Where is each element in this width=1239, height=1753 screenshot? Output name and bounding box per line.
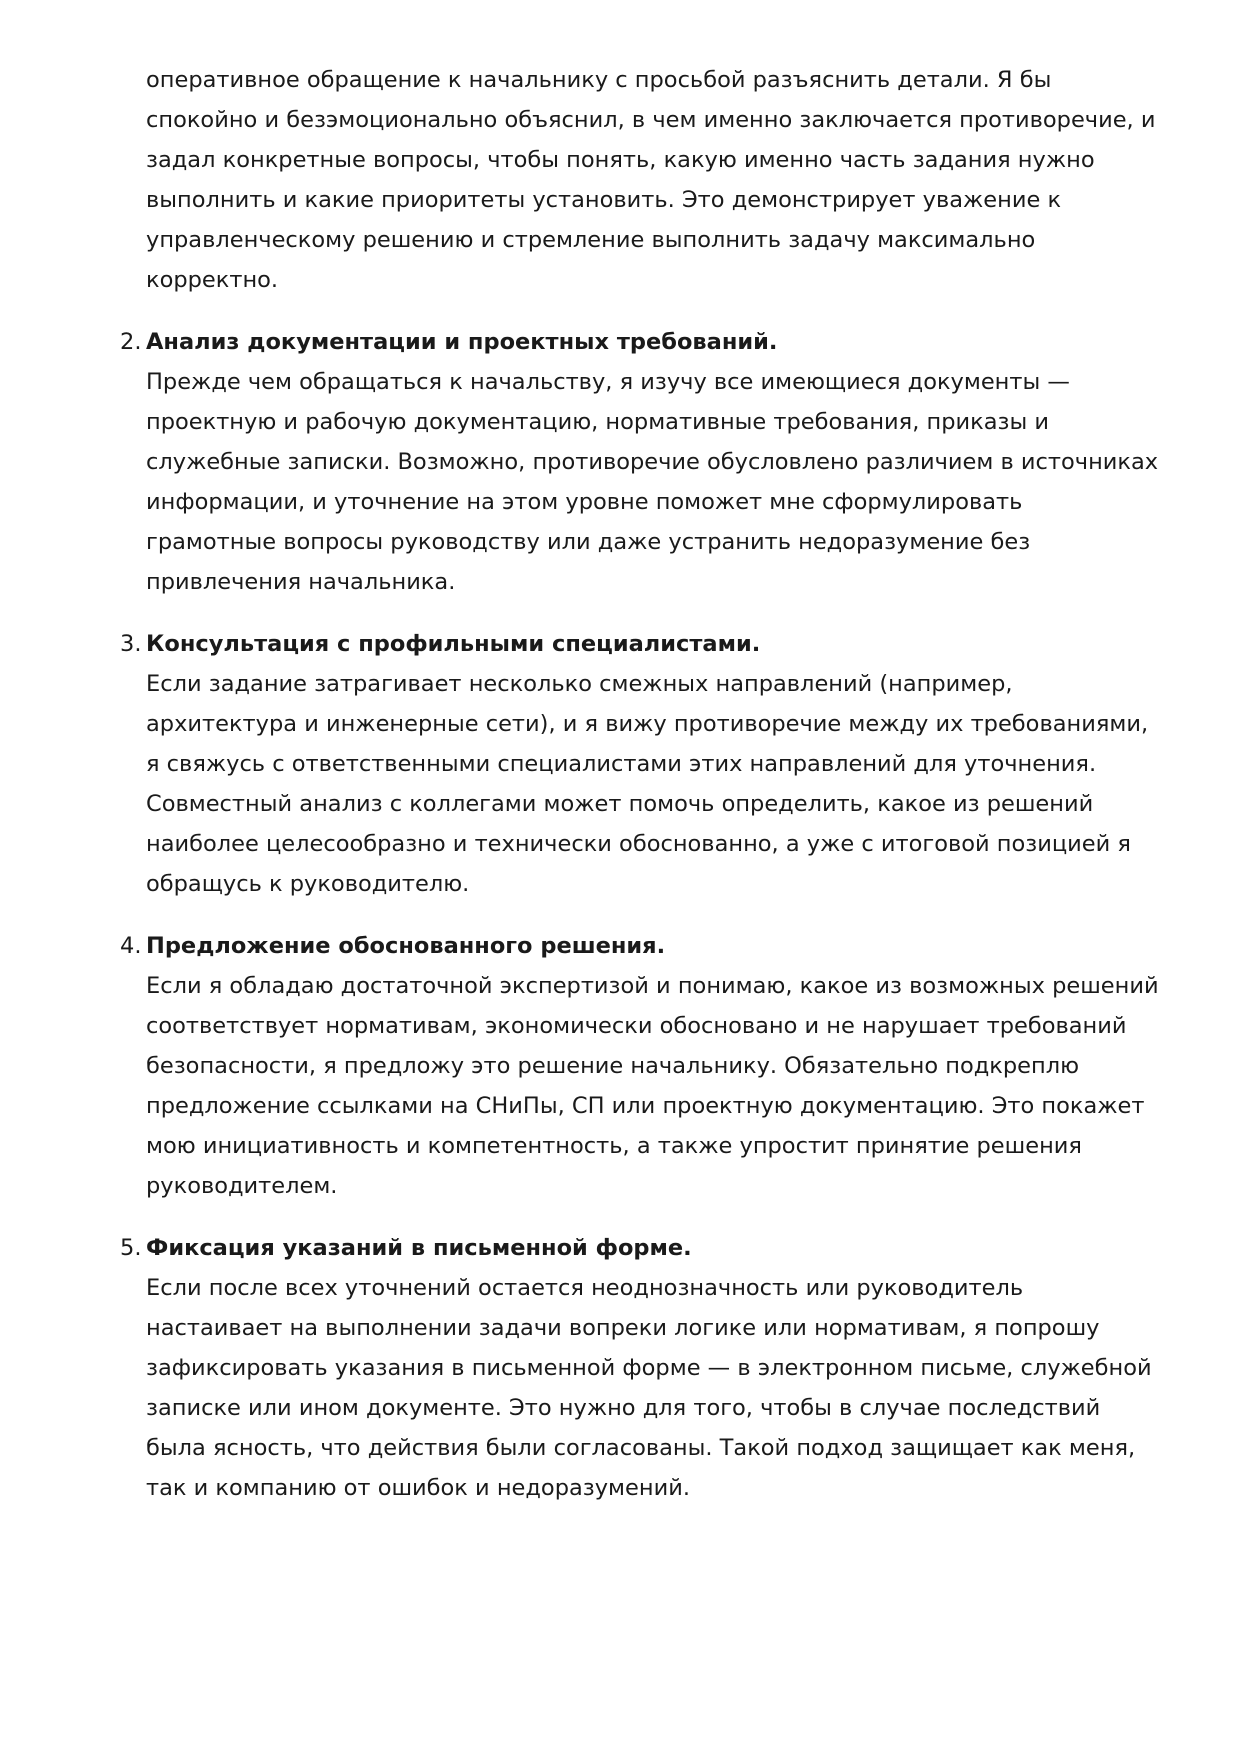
list-item-title: Анализ документации и проектных требований. <box>146 329 778 355</box>
intro-paragraph: оперативное обращение к начальнику с просьбой разъяснить детали. Я бы спокойно и безэмоционально объяснил, в чем именно заключается противоречие, и задал конкретные вопросы, чтобы понять, какую именно часть задания нужно выполнить и какие приоритеты установить. Это демонстрирует уважение к управленческому решению и стремление выполнить задачу максимально корректно. <box>146 67 1156 293</box>
list-item <box>120 322 1159 602</box>
list-item-title: Предложение обоснованного решения. <box>146 933 666 959</box>
list-item-heading <box>120 926 1159 966</box>
list-item-body: Если после всех уточнений остается неоднозначность или руководитель настаивает на выполнении задачи вопреки логике или нормативам, я попрошу зафиксировать указания в письменной форме — в электронном письме, служебной записке или ином документе. Это нужно для того, чтобы в случае последствий была ясность, что действия были согласованы. Такой подход защищает как меня, так и компанию от ошибок и недоразумений. <box>146 1275 1152 1501</box>
list-item-body: Если задание затрагивает несколько смежных направлений (например, архитектура и инженерные сети), и я вижу противоречие между их требованиями, я свяжусь с ответственными специалистами этих направлений для уточнения. Совместный анализ с коллегами может помочь определить, какое из решений наиболее целесообразно и технически обоснованно, а уже с итоговой позицией я обращусь к руководителю. <box>146 671 1149 897</box>
list-item-heading <box>120 624 1159 664</box>
list-item-number: 5. <box>120 1235 142 1261</box>
list-item <box>120 926 1159 1206</box>
list-item-body: Прежде чем обращаться к начальству, я изучу все имеющиеся документы — проектную и рабочую документацию, нормативные требования, приказы и служебные записки. Возможно, противоречие обусловлено различием в источниках информации, и уточнение на этом уровне поможет мне сформулировать грамотные вопросы руководству или даже устранить недоразумение без привлечения начальника. <box>146 369 1159 595</box>
list-item-title: Консультация с профильными специалистами. <box>146 631 761 657</box>
list-item-title: Фиксация указаний в письменной форме. <box>146 1235 692 1261</box>
list-item-heading <box>120 1228 1159 1268</box>
list-item-heading <box>120 322 1159 362</box>
list-item-number: 2. <box>120 329 142 355</box>
list-item <box>120 1228 1159 1508</box>
list-item-body: Если я обладаю достаточной экспертизой и понимаю, какое из возможных решений соответствует нормативам, экономически обосновано и не нарушает требований безопасности, я предложу это решение начальнику. Обязательно подкреплю предложение ссылками на СНиПы, СП или проектную документацию. Это покажет мою инициативность и компетентность, а также упростит принятие решения руководителем. <box>146 973 1159 1199</box>
list-item-number: 4. <box>120 933 142 959</box>
list-item <box>120 624 1159 904</box>
list-item-number: 3. <box>120 631 142 657</box>
